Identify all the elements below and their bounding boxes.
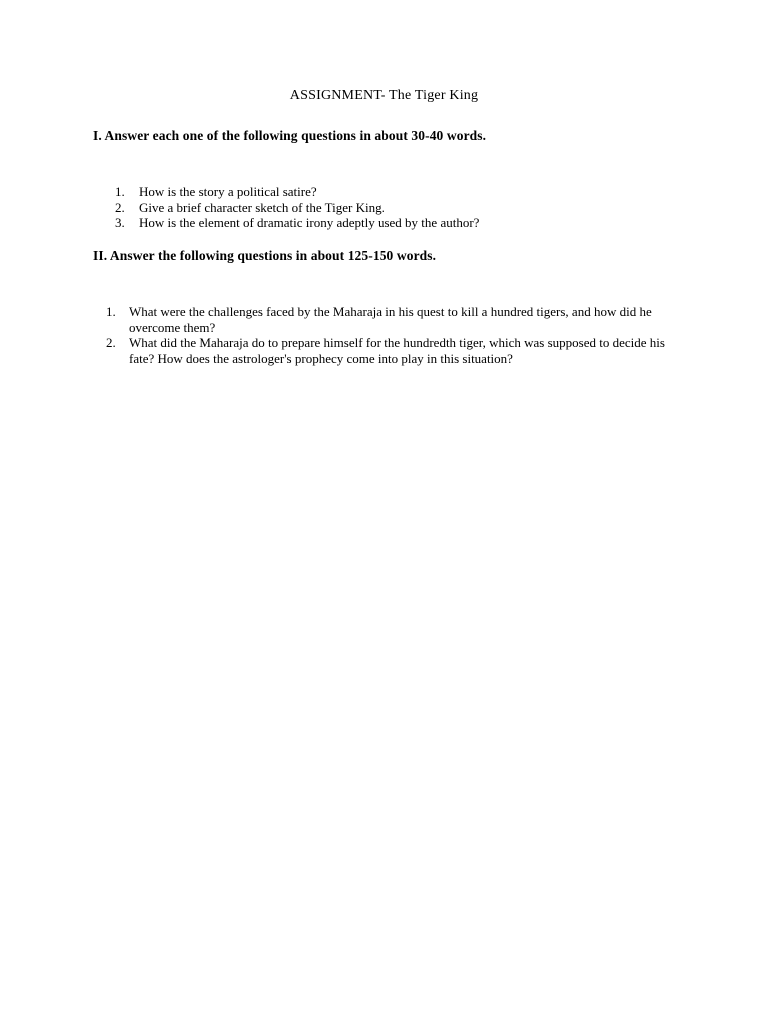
list-item bbox=[106, 304, 676, 335]
section-1-heading: I. Answer each one of the following questions in about 30-40 words. bbox=[93, 128, 487, 143]
section-2-heading: II. Answer the following questions in about 125-150 words. bbox=[93, 248, 437, 263]
question-number: 3. bbox=[115, 215, 125, 230]
list-item bbox=[115, 200, 575, 216]
question-text: Give a brief character sketch of the Tiger King. bbox=[139, 199, 385, 215]
question-number: 2. bbox=[115, 199, 125, 215]
list-item bbox=[106, 335, 676, 366]
list-item bbox=[115, 184, 575, 200]
question-text: What were the challenges faced by the Maharaja in his quest to kill a hundred tigers, and how did he overcome them? bbox=[129, 304, 652, 335]
question-number: 2. bbox=[106, 335, 116, 350]
section-2-question-list bbox=[106, 304, 676, 366]
question-text: How is the story a political satire? bbox=[139, 184, 317, 199]
question-number: 1. bbox=[106, 304, 116, 319]
section-1-question-list bbox=[115, 184, 575, 231]
list-item bbox=[115, 215, 575, 231]
question-text: What did the Maharaja do to prepare himself for the hundredth tiger, which was supposed to decide his fate? How does the astrologer's prophecy come into play in this situation? bbox=[129, 335, 665, 366]
question-number: 1. bbox=[115, 184, 125, 199]
question-text: How is the element of dramatic irony adeptly used by the author? bbox=[139, 215, 480, 230]
document-title: ASSIGNMENT- The Tiger King bbox=[289, 88, 479, 103]
